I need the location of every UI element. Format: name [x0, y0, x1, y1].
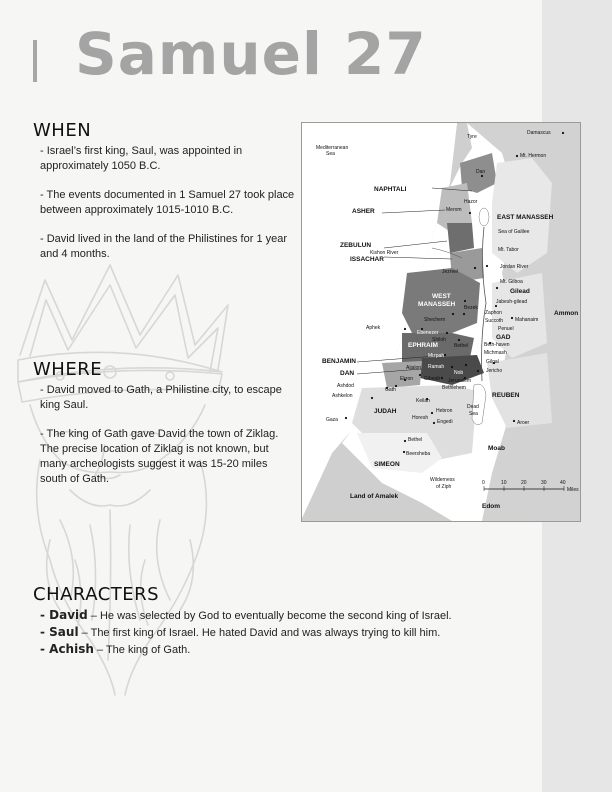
map-label-jezreel: Jezreel [442, 269, 459, 275]
map-label-mt-gilboa: Mt. Gilboa [500, 279, 523, 285]
map-label-tyre: Tyre [467, 134, 477, 140]
map-label-zebulun: ZEBULUN [340, 242, 372, 249]
when-paragraph: - The events documented in 1 Samuel 27 took place between approximately 1015-1010 B.C. [40, 189, 295, 216]
scale-tick: 10 [501, 480, 507, 486]
map-sea-of-galilee [479, 208, 489, 226]
where-paragraph: - David moved to Gath, a Philistine city, to escape king Saul. [40, 384, 282, 411]
map-label-bezek: Bezek [464, 305, 478, 311]
map-label-land-of-amalek: Land of Amalek [350, 493, 399, 500]
map-label-beersheba: Beersheba [406, 451, 431, 457]
map-label-ziph-2: of Ziph [436, 484, 452, 490]
where-paragraph: - The king of Gath gave David the town of Ziklag. The precise location of Ziklag is not known, but many archeologists suggest it was 15-20 miles south of Gath. [40, 428, 279, 485]
when-paragraph: - David lived in the land of the Philistines for 1 year and 4 months. [40, 233, 288, 260]
map-label-aroer: Aroer [517, 420, 530, 426]
character-description: – The king of Gath. [93, 644, 191, 656]
map-label-gilead: Gilead [510, 288, 530, 295]
map-label-simeon: SIMEON [374, 461, 400, 468]
map-label-zaphon: Zaphon [485, 310, 502, 316]
tribal-territories-map [301, 122, 581, 522]
map-label-jordan-river: Jordan River [500, 264, 529, 270]
map-label-judah: JUDAH [374, 408, 397, 415]
scale-unit: Miles [567, 487, 579, 493]
map-jordan-river [482, 227, 487, 381]
map-label-bethel: Bethel [454, 343, 469, 349]
characters-heading: CHARACTERS [33, 584, 160, 605]
where-heading: WHERE [33, 359, 103, 380]
map-label-ammon: Ammon [554, 310, 579, 317]
map-label-hebron: Hebron [436, 408, 453, 414]
scale-tick: 20 [521, 480, 527, 486]
map-label-ashdod: Ashdod [337, 383, 354, 389]
map-label-mt-tabor: Mt. Tabor [498, 247, 519, 253]
map-label-ziph-1: Wilderness [430, 477, 455, 483]
map-label-engedi: Engedi [437, 419, 453, 425]
scale-tick: 40 [560, 480, 566, 486]
map-label-dan-region: DAN [340, 370, 355, 377]
map-label-sea-of-galilee: Sea of Galilee [498, 229, 530, 235]
map-label-succoth: Succoth [485, 318, 504, 324]
map-canvas [302, 123, 580, 521]
map-label-gaza: Gaza [326, 417, 338, 423]
map-label-merom: Merom [446, 207, 462, 213]
map-label-michmash: Michmash [484, 350, 507, 356]
map-label-shechem: Shechem [424, 317, 446, 323]
map-label-ephraim: EPHRAIM [408, 342, 438, 349]
map-zebulun [447, 223, 474, 253]
map-label-dead-sea-1: Dead [467, 404, 479, 410]
map-label-keilah: Keilah [416, 398, 430, 404]
map-label-jerusalem: Jerusalem [448, 378, 472, 384]
character-name: - David [40, 608, 88, 622]
map-label-beth-haven: Beth-haven [484, 342, 510, 348]
map-label-mt-hermon: Mt. Hermon [520, 153, 547, 159]
map-label-west-manasseh-1: WEST [432, 293, 451, 300]
map-label-bethel-south: Bethel [408, 437, 423, 443]
map-label-ashkelon: Ashkelon [332, 393, 353, 399]
map-label-gath: Gath [385, 387, 396, 393]
when-heading: WHEN [33, 120, 92, 141]
character-description: – The first king of Israel. He hated David and was always trying to kill him. [78, 627, 441, 639]
map-label-hazor: Hazor [464, 199, 478, 205]
title-accent-bar [33, 40, 37, 82]
map-label-damascus: Damascus [527, 130, 551, 136]
map-label-gilgal: Gilgal [486, 359, 499, 365]
map-label-gibeah: Gibeah [424, 376, 441, 382]
map-label-sea: Mediterranean Sea [316, 145, 349, 157]
map-label-dead-sea-2: Sea [469, 411, 478, 417]
when-paragraph: - Israel’s first king, Saul, was appointed in approximately 1050 B.C. [40, 145, 243, 172]
map-label-bethlehem: Bethlehem [442, 385, 466, 391]
map-label-nob: Nob [454, 370, 464, 376]
map-label-kishon-river: Kishon River [370, 250, 399, 256]
map-label-dan-city: Dan [476, 169, 486, 175]
map-label-benjamin: BENJAMIN [322, 358, 356, 365]
map-label-edom: Edom [482, 503, 501, 510]
character-name: - Saul [40, 625, 79, 639]
map-label-issachar: ISSACHAR [350, 256, 384, 263]
map-label-ekron: Ekron [400, 376, 414, 382]
characters-list [40, 607, 560, 658]
scale-tick: 30 [541, 480, 547, 486]
character-name: - Achish [40, 642, 94, 656]
character-description: – He was selected by God to eventually become the second king of Israel. [87, 610, 452, 622]
map-label-horesh: Horesh [412, 415, 429, 421]
scale-tick: 0 [482, 480, 485, 486]
map-label-naphtali: NAPHTALI [374, 186, 407, 193]
map-label-mizpah: Mizpah [428, 353, 445, 359]
character-item [40, 641, 560, 658]
character-item [40, 607, 560, 624]
map-label-gad: GAD [496, 334, 511, 341]
map-label-east-manasseh: EAST MANASSEH [497, 214, 554, 221]
map-label-west-manasseh-2: MANASSEH [418, 301, 456, 308]
map-label-mahanaim: Mahanaim [515, 317, 539, 323]
map-label-moab: Moab [488, 445, 505, 452]
map-label-jericho: Jericho [486, 368, 503, 374]
map-label-aphek: Aphek [366, 325, 381, 331]
map-label-penuel: Penuel [498, 326, 514, 332]
map-label-shiloh: Shiloh [432, 337, 446, 343]
map-label-reuben: REUBEN [492, 392, 520, 399]
map-label-ebenezer: Ebenezer [417, 330, 439, 336]
character-item [40, 624, 560, 641]
map-label-jabesh-gilead: Jabesh-gilead [496, 299, 528, 305]
page-title: Samuel 27 [75, 20, 427, 88]
map-label-aijalon: Aijalon [406, 365, 422, 371]
map-label-asher: ASHER [352, 208, 375, 215]
map-label-ramah: Ramah [428, 364, 445, 370]
